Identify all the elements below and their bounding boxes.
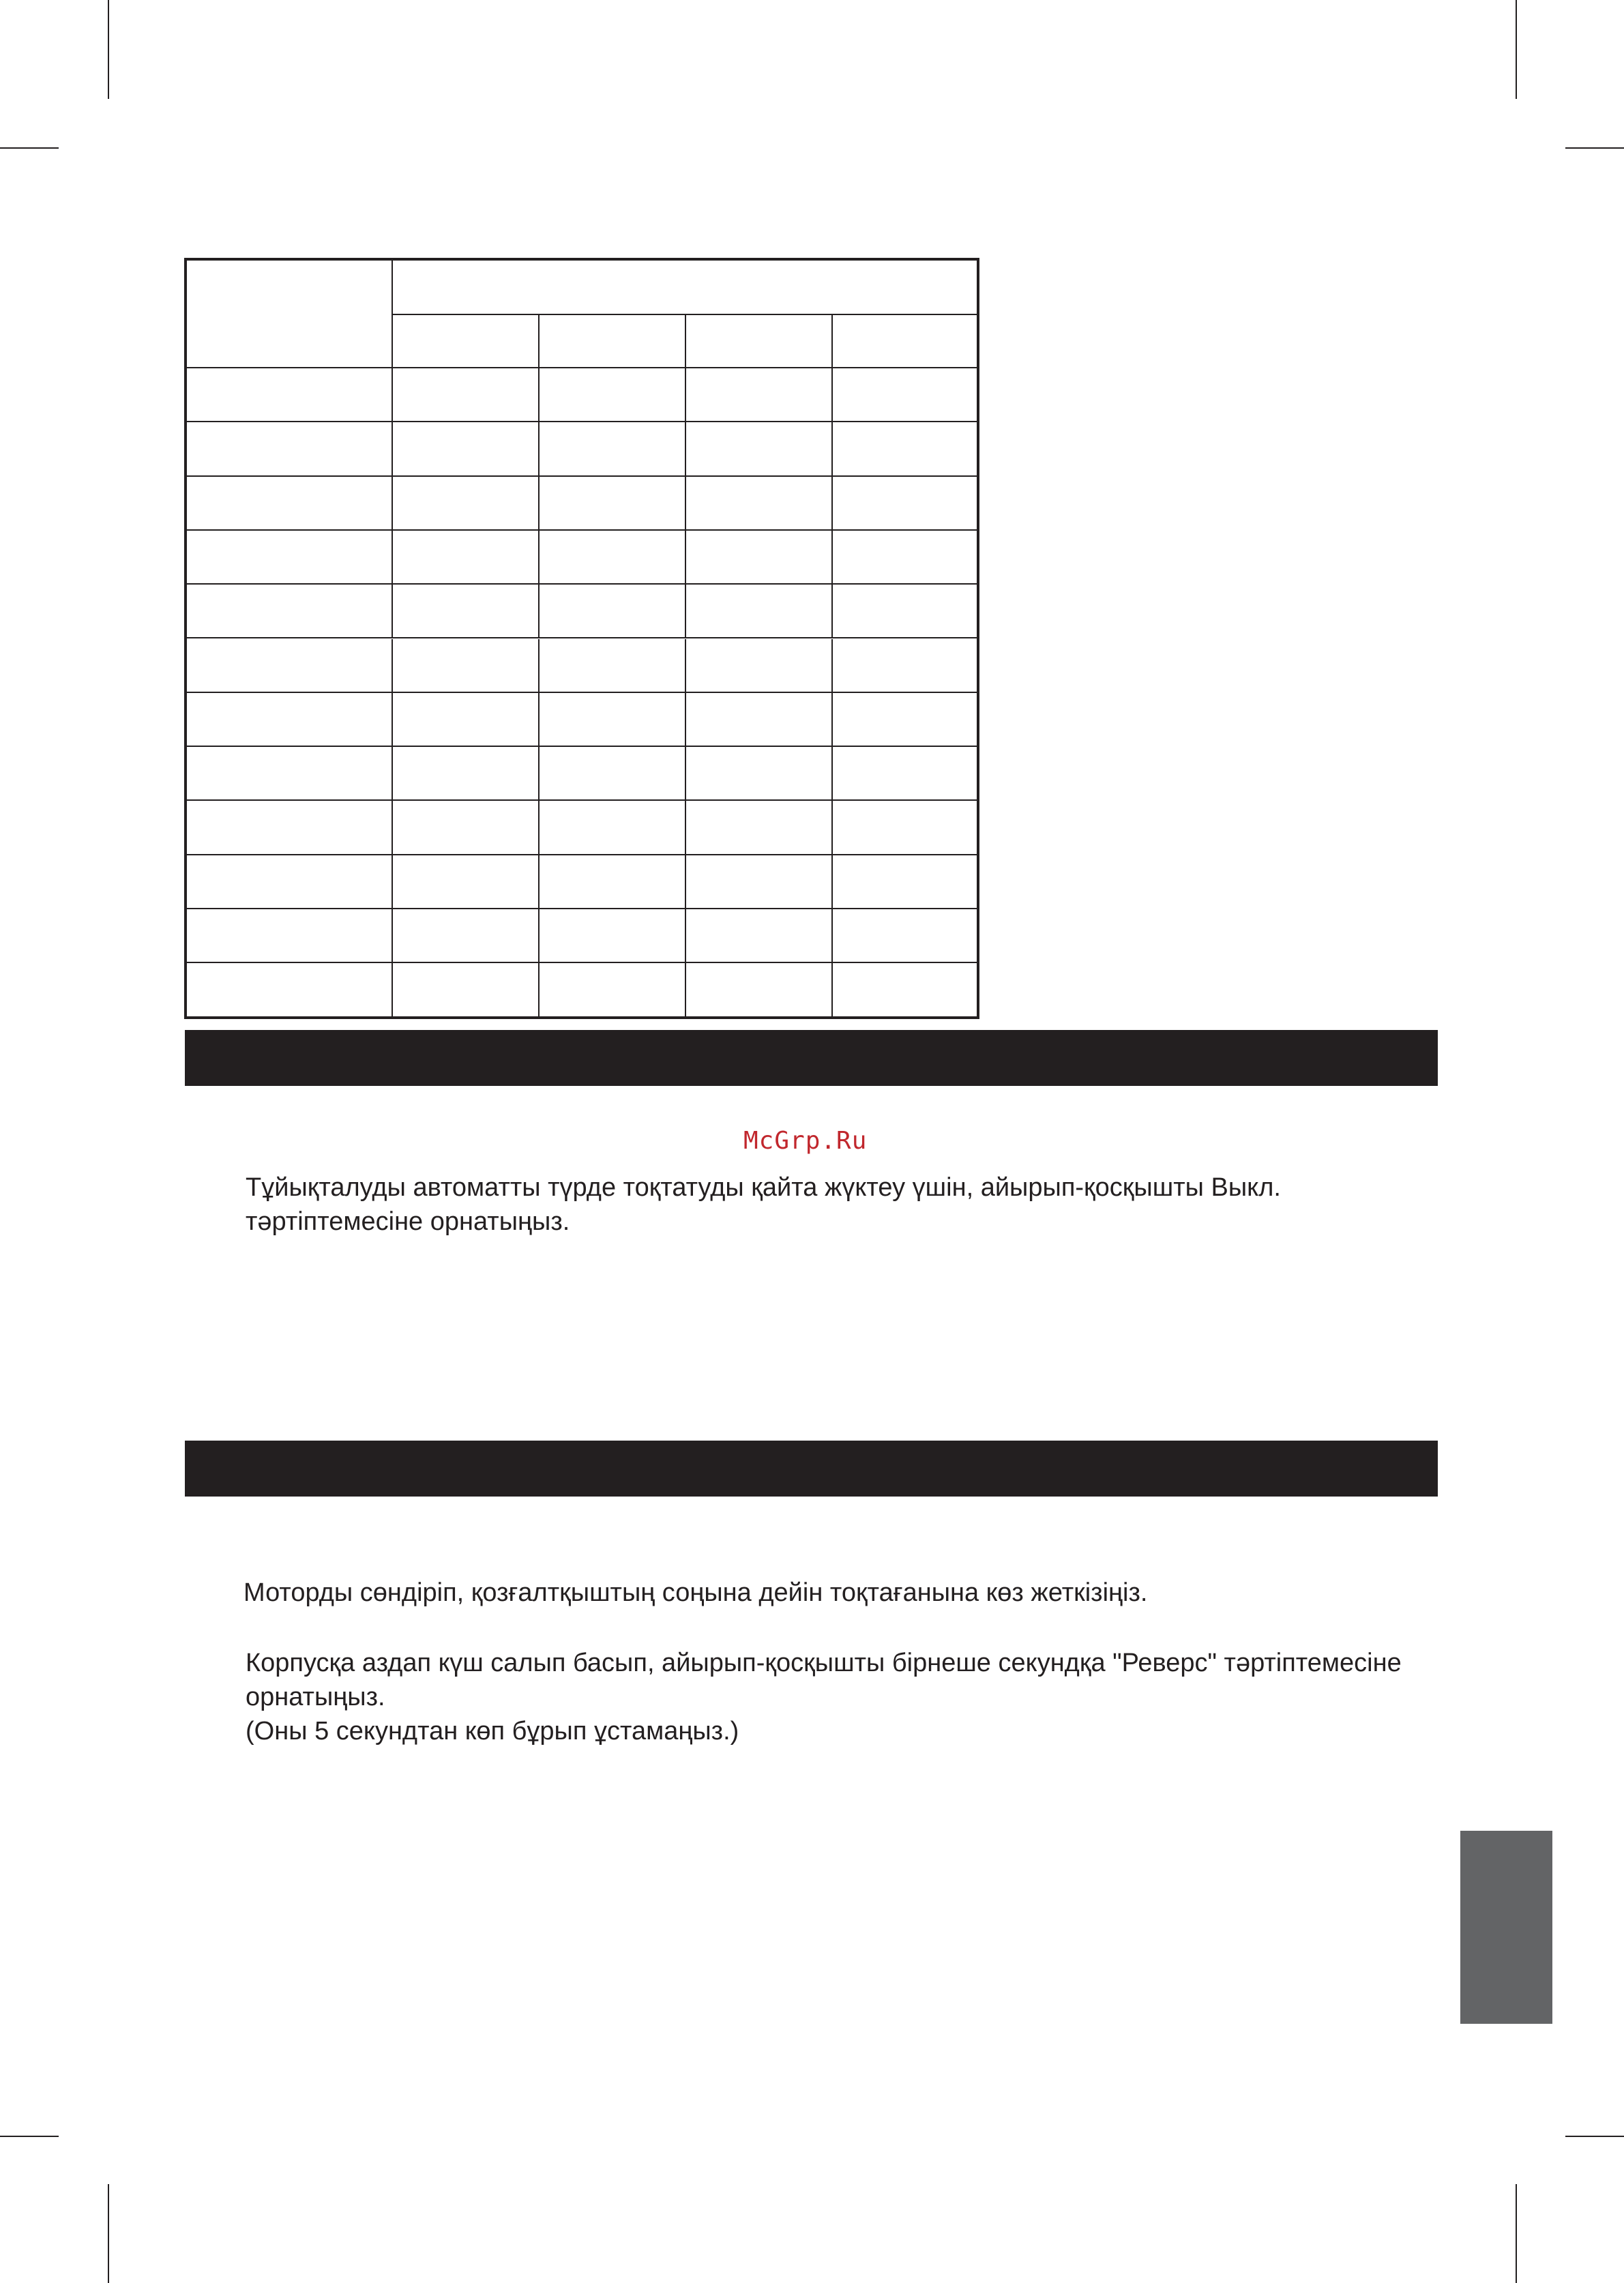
table-cell: [187, 747, 393, 801]
table-cell: [686, 422, 833, 476]
table-cell: [393, 801, 540, 855]
section-heading-bar: [185, 1030, 1438, 1086]
table-cell: [393, 639, 540, 693]
table-cell: [187, 693, 393, 747]
table-header-subcell: [686, 315, 833, 368]
table-cell: [187, 477, 393, 531]
table-header-subcell: [540, 315, 686, 368]
table-cell: [393, 963, 540, 1017]
table-cell: [686, 368, 833, 422]
table-cell: [540, 801, 686, 855]
table-cell: [540, 747, 686, 801]
table-cell: [187, 639, 393, 693]
step-2-line: (Оны 5 секундтан көп бұрып ұстамаңыз.): [246, 1717, 739, 1746]
table-cell: [686, 909, 833, 963]
section-heading-bar: [185, 1441, 1438, 1497]
table-cell: [187, 531, 393, 585]
table-cell: [686, 855, 833, 909]
language-tab: [1460, 1831, 1552, 2024]
table-cell: [833, 531, 979, 585]
reset-instruction-paragraph: [246, 1170, 1281, 1239]
table-cell: [833, 747, 979, 801]
table-cell: [833, 801, 979, 855]
table-cell: [540, 963, 686, 1017]
table-cell: [833, 368, 979, 422]
table-cell: [393, 855, 540, 909]
table-cell: [686, 963, 833, 1017]
table-cell: [540, 693, 686, 747]
table-header-group: [393, 261, 979, 315]
watermark: McGrp.Ru: [743, 1127, 868, 1155]
table-cell: [833, 585, 979, 638]
table-cell: [187, 585, 393, 638]
table-cell: [393, 585, 540, 638]
table-cell: [686, 801, 833, 855]
paragraph-line: тәртіптемесіне орнатыңыз.: [246, 1207, 570, 1236]
crop-mark-bottom-right-vertical: [1516, 2184, 1517, 2283]
step-2-line: Корпусқа аздап күш салып басып, айырып-қосқышты бірнеше секундқа "Реверс" тәртіптемесіне: [246, 1649, 1402, 1677]
table-cell: [540, 855, 686, 909]
table-cell: [393, 477, 540, 531]
table-cell: [833, 639, 979, 693]
table-cell: [187, 801, 393, 855]
table-cell: [686, 693, 833, 747]
table-cell: [833, 477, 979, 531]
table-cell: [833, 422, 979, 476]
table-cell: [833, 693, 979, 747]
crop-mark-bottom-left-vertical: [108, 2184, 109, 2283]
table-cell: [833, 909, 979, 963]
step-1-line: Моторды сөндіріп, қозғалтқыштың соңына дейін тоқтағанына көз жеткізіңіз.: [243, 1578, 1148, 1607]
table-cell: [187, 963, 393, 1017]
crop-mark-bottom-right-horizontal: [1565, 2136, 1624, 2137]
table-cell: [540, 477, 686, 531]
table-cell: [540, 368, 686, 422]
crop-mark-top-right-horizontal: [1565, 147, 1624, 149]
table-cell: [686, 747, 833, 801]
paragraph-line: Тұйықталуды автоматты түрде тоқтатуды қайта жүктеу үшін, айырып-қосқышты Выкл.: [246, 1173, 1281, 1202]
table-cell: [686, 585, 833, 638]
step-2-text: [246, 1646, 1402, 1748]
table-cell: [686, 531, 833, 585]
table-cell: [393, 531, 540, 585]
table-cell: [187, 909, 393, 963]
table-cell: [540, 422, 686, 476]
table-cell: [187, 422, 393, 476]
table-cell: [833, 963, 979, 1017]
table-cell: [393, 909, 540, 963]
table-cell: [393, 368, 540, 422]
table-cell: [393, 422, 540, 476]
crop-mark-top-right-vertical: [1516, 0, 1517, 99]
table-cell: [686, 639, 833, 693]
table-cell: [833, 855, 979, 909]
step-2-line: орнатыңыз.: [246, 1683, 385, 1711]
table-header-subcell: [833, 315, 979, 368]
crop-mark-top-left-horizontal: [0, 147, 59, 149]
table-cell: [393, 693, 540, 747]
crop-mark-bottom-left-horizontal: [0, 2136, 59, 2137]
table-cell: [393, 747, 540, 801]
table-header-stub: [187, 261, 393, 368]
table-cell: [540, 639, 686, 693]
table-cell: [540, 531, 686, 585]
table-cell: [540, 909, 686, 963]
table-cell: [187, 368, 393, 422]
table-header-subcell: [393, 315, 540, 368]
table-cell: [686, 477, 833, 531]
table-cell: [540, 585, 686, 638]
crop-mark-top-left-vertical: [108, 0, 109, 99]
step-1-text: [243, 1576, 1147, 1610]
table-cell: [187, 855, 393, 909]
specification-table: [184, 258, 979, 1019]
